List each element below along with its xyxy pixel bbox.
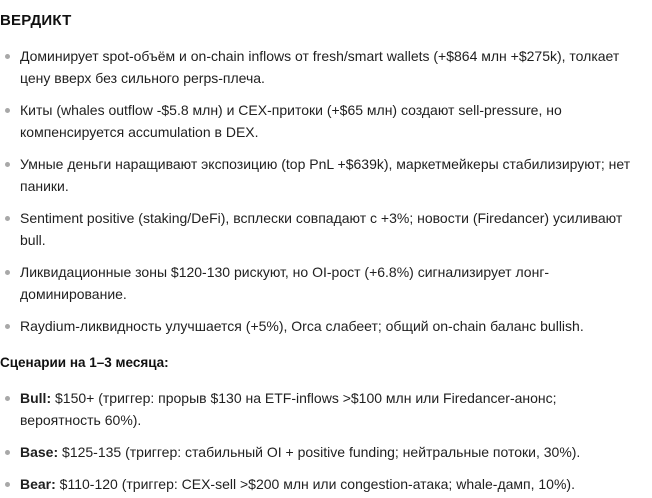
bullet-text: Raydium-ликвидность улучшается (+5%), Orca слабеет; общий on-chain баланс bullish. xyxy=(20,318,584,334)
bullet-dot-icon xyxy=(5,162,10,167)
bullet-text: Киты (whales outflow -$5.8 млн) и CEX-притоки (+$65 млн) создают sell-pressure, но компенсируется accumulation в DEX. xyxy=(20,102,562,140)
scenario-label: Base: xyxy=(20,444,59,460)
verdict-bullet xyxy=(0,316,640,338)
bullet-dot-icon xyxy=(5,270,10,275)
bullet-dot-icon xyxy=(5,324,10,329)
scenario-bullet xyxy=(0,474,640,496)
bullet-dot-icon xyxy=(5,108,10,113)
verdict-heading: ВЕРДИКТ xyxy=(0,12,72,29)
bullet-text: Доминирует spot-объём и on-chain inflows от fresh/smart wallets (+$864 млн +$275k), толкает цену вверх без сильного perps-плеча. xyxy=(20,48,620,86)
scenario-bullet xyxy=(0,388,640,431)
scenarios-heading: Сценарии на 1–3 месяца: xyxy=(0,355,169,370)
bullet-text xyxy=(20,388,640,431)
scenario-label: Bear: xyxy=(20,476,56,492)
bullet-text: Sentiment positive (staking/DeFi), всплески совпадают с +3%; новости (Firedancer) усиливают bull. xyxy=(20,210,623,248)
bullet-text: Ликвидационные зоны $120-130 рискуют, но OI-рост (+6.8%) сигнализирует лонг-доминирование. xyxy=(20,264,550,302)
verdict-bullet xyxy=(0,208,640,251)
verdict-bullet xyxy=(0,100,640,143)
scenario-text: $125-135 (триггер: стабильный OI + positive funding; нейтральные потоки, 30%). xyxy=(58,444,581,460)
bullet-dot-icon xyxy=(5,396,10,401)
scenario-bullet xyxy=(0,442,640,464)
verdict-bullet xyxy=(0,46,640,89)
bullet-dot-icon xyxy=(5,450,10,455)
scenario-text: $110-120 (триггер: CEX-sell >$200 млн или congestion-атака; whale-дамп, 10%). xyxy=(55,476,575,492)
bullet-dot-icon xyxy=(5,482,10,487)
verdict-bullet xyxy=(0,154,640,197)
verdict-bullet xyxy=(0,262,640,305)
bullet-text xyxy=(20,474,640,496)
scenario-label: Bull: xyxy=(20,390,52,406)
bullet-dot-icon xyxy=(5,216,10,221)
bullet-dot-icon xyxy=(5,54,10,59)
bullet-text: Умные деньги наращивают экспозицию (top PnL +$639k), маркетмейкеры стабилизируют; нет паники. xyxy=(20,156,631,194)
bullet-text xyxy=(20,442,640,464)
scenario-text: $150+ (триггер: прорыв $130 на ETF-inflows >$100 млн или Firedancer-анонс; вероятность 60%). xyxy=(20,390,557,428)
